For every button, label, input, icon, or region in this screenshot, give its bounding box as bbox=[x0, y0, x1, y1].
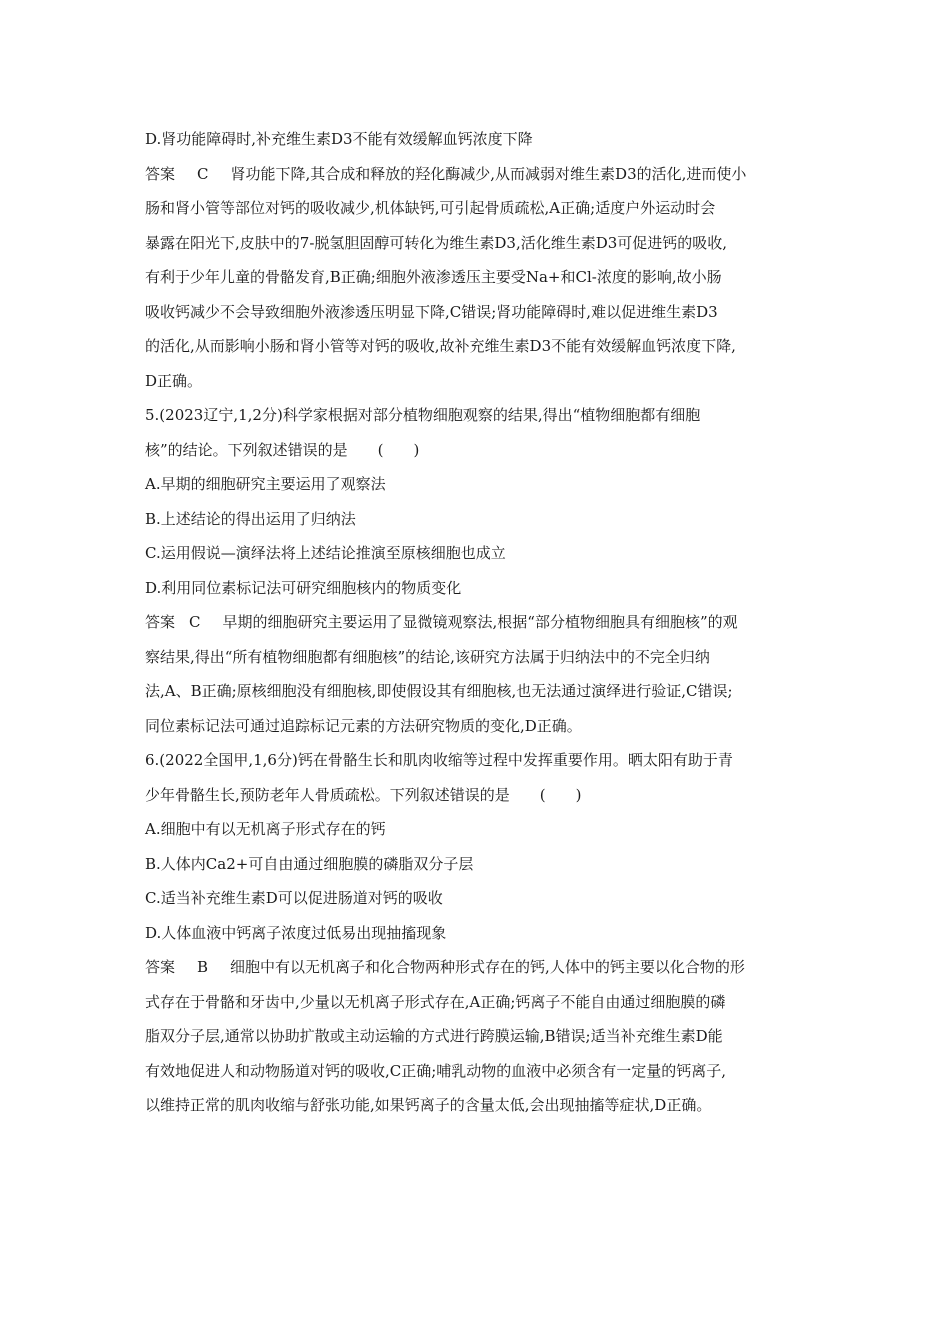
answer-letter: C bbox=[197, 164, 209, 183]
explanation-line: D正确。 bbox=[145, 371, 203, 390]
answer-blank: ( ) bbox=[539, 785, 582, 804]
q5-option-c: C.运用假说—演绎法将上述结论推演至原核细胞也成立 bbox=[145, 544, 506, 562]
explanation-line: 脂双分子层,通常以协助扩散或主动运输的方式进行跨膜运输,B错误;适当补充维生素D能 bbox=[145, 1027, 723, 1045]
answer-blank: ( ) bbox=[377, 440, 420, 459]
q5-stem-text: 核”的结论。下列叙述错误的是 bbox=[145, 440, 348, 459]
explanation-line: 同位素标记法可通过追踪标记元素的方法研究物质的变化,D正确。 bbox=[145, 716, 582, 735]
answer-label: 答案 bbox=[145, 613, 176, 631]
explanation-line: 吸收钙减少不会导致细胞外液渗透压明显下降,C错误;肾功能障碍时,难以促进维生素D3 bbox=[145, 302, 718, 321]
explanation-text: 细胞中有以无机离子和化合物两种形式存在的钙,人体中的钙主要以化合物的形 bbox=[230, 958, 745, 976]
explanation-line: 肠和肾小管等部位对钙的吸收减少,机体缺钙,可引起骨质疏松,A正确;适度户外运动时会 bbox=[145, 199, 716, 217]
explanation-line: 有利于少年儿童的骨骼发育,B正确;细胞外液渗透压主要受Na+和Cl-浓度的影响,故小肠 bbox=[145, 268, 722, 286]
document-page bbox=[145, 122, 815, 1123]
q4-answer-line bbox=[145, 157, 815, 192]
answer-label: 答案 bbox=[145, 958, 176, 976]
q5-answer-line bbox=[145, 605, 815, 640]
q5-option-d: D.利用同位素标记法可研究细胞核内的物质变化 bbox=[145, 578, 462, 597]
explanation-line: 暴露在阳光下,皮肤中的7-脱氢胆固醇可转化为维生素D3,活化维生素D3可促进钙的吸收, bbox=[145, 233, 728, 252]
explanation-line: 以维持正常的肌肉收缩与舒张功能,如果钙离子的含量太低,会出现抽搐等症状,D正确。 bbox=[145, 1096, 712, 1114]
q5-stem-line: 5.(2023辽宁,1,2分)科学家根据对部分植物细胞观察的结果,得出“植物细胞都有细胞 bbox=[145, 406, 701, 424]
q6-option-c: C.适当补充维生素D可以促进肠道对钙的吸收 bbox=[145, 889, 443, 907]
explanation-line: 察结果,得出“所有植物细胞都有细胞核”的结论,该研究方法属于归纳法中的不完全归纳 bbox=[145, 647, 710, 666]
q6-option-b: B.人体内Ca2+可自由通过细胞膜的磷脂双分子层 bbox=[145, 854, 474, 873]
q6-answer-line bbox=[145, 950, 815, 985]
explanation-text: 早期的细胞研究主要运用了显微镜观察法,根据“部分植物细胞具有细胞核”的观 bbox=[222, 613, 738, 631]
explanation-line: 的活化,从而影响小肠和肾小管等对钙的吸收,故补充维生素D3不能有效缓解血钙浓度下降, bbox=[145, 337, 736, 355]
explanation-line: 法,A、B正确;原核细胞没有细胞核,即使假设其有细胞核,也无法通过演绎进行验证,C错误; bbox=[145, 682, 733, 700]
q6-stem-line: 6.(2022全国甲,1,6分)钙在骨骼生长和肌肉收缩等过程中发挥重要作用。晒太阳有助于青 bbox=[145, 751, 733, 769]
answer-letter: C bbox=[189, 613, 201, 631]
answer-letter: B bbox=[197, 958, 209, 976]
q6-option-d: D.人体血液中钙离子浓度过低易出现抽搐现象 bbox=[145, 923, 447, 942]
q6-stem-line bbox=[145, 778, 815, 813]
answer-label: 答案 bbox=[145, 164, 176, 183]
q6-stem-text: 少年骨骼生长,预防老年人骨质疏松。下列叙述错误的是 bbox=[145, 785, 510, 804]
q6-option-a: A.细胞中有以无机离子形式存在的钙 bbox=[145, 820, 386, 838]
explanation-line: 式存在于骨骼和牙齿中,少量以无机离子形式存在,A正确;钙离子不能自由通过细胞膜的磷 bbox=[145, 992, 726, 1011]
explanation-text: 肾功能下降,其合成和释放的羟化酶减少,从而减弱对维生素D3的活化,进而使小 bbox=[230, 164, 747, 183]
q5-option-a: A.早期的细胞研究主要运用了观察法 bbox=[145, 475, 386, 493]
explanation-line: 有效地促进人和动物肠道对钙的吸收,C正确;哺乳动物的血液中必须含有一定量的钙离子, bbox=[145, 1061, 727, 1080]
q5-option-b: B.上述结论的得出运用了归纳法 bbox=[145, 509, 356, 528]
q4-option-d: D.肾功能障碍时,补充维生素D3不能有效缓解血钙浓度下降 bbox=[145, 130, 533, 148]
q5-stem-line bbox=[145, 433, 815, 468]
